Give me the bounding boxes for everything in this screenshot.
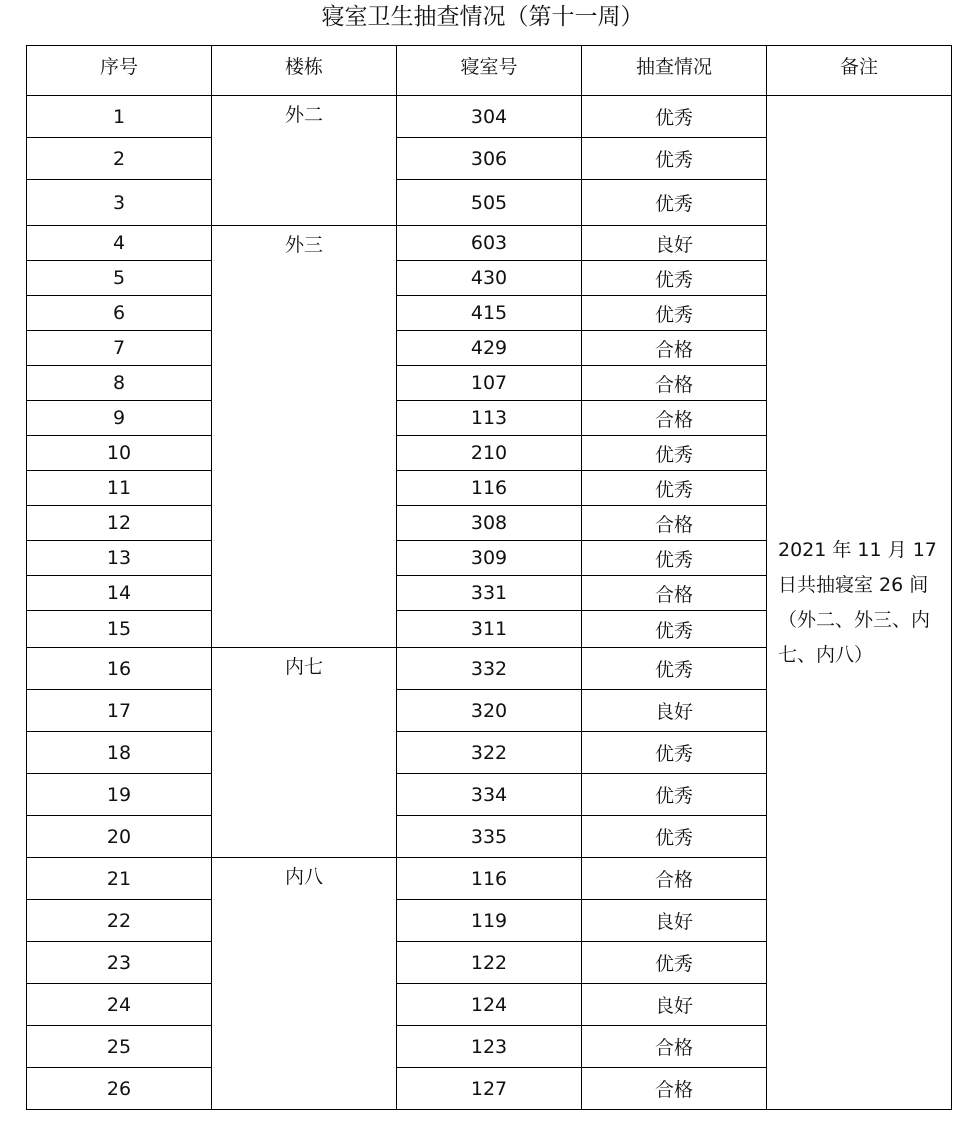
cell-room: 124 (397, 984, 582, 1026)
cell-room: 308 (397, 506, 582, 541)
header-cell: 备注 (767, 46, 952, 96)
cell-room: 429 (397, 331, 582, 366)
cell-room: 415 (397, 296, 582, 331)
cell-result: 合格 (582, 858, 767, 900)
header-cell: 楼栋 (212, 46, 397, 96)
cell-room: 119 (397, 900, 582, 942)
cell-number: 26 (27, 1068, 212, 1110)
cell-result: 优秀 (582, 541, 767, 576)
cell-number: 18 (27, 732, 212, 774)
header-cell: 序号 (27, 46, 212, 96)
cell-result: 优秀 (582, 648, 767, 690)
cell-number: 16 (27, 648, 212, 690)
cell-building: 外三 (212, 226, 397, 648)
table-row (27, 96, 952, 138)
page-title: 寝室卫生抽查情况（第十一周） (321, 4, 644, 30)
cell-building: 内八 (212, 858, 397, 1110)
cell-result: 合格 (582, 401, 767, 436)
cell-number: 11 (27, 471, 212, 506)
cell-room: 320 (397, 690, 582, 732)
cell-room: 116 (397, 471, 582, 506)
cell-number: 9 (27, 401, 212, 436)
cell-room: 309 (397, 541, 582, 576)
cell-number: 4 (27, 226, 212, 261)
cell-room: 306 (397, 138, 582, 180)
header-row (27, 46, 952, 96)
cell-number: 21 (27, 858, 212, 900)
cell-result: 优秀 (582, 816, 767, 858)
cell-room: 430 (397, 261, 582, 296)
header-cell: 寝室号 (397, 46, 582, 96)
cell-number: 1 (27, 96, 212, 138)
cell-number: 24 (27, 984, 212, 1026)
cell-room: 116 (397, 858, 582, 900)
cell-result: 良好 (582, 900, 767, 942)
cell-number: 7 (27, 331, 212, 366)
cell-result: 优秀 (582, 732, 767, 774)
cell-number: 10 (27, 436, 212, 471)
cell-result: 优秀 (582, 611, 767, 648)
cell-remark: 2021 年 11 月 17 日共抽寝室 26 间（外二、外三、内七、内八） (767, 96, 952, 1110)
cell-result: 优秀 (582, 138, 767, 180)
cell-room: 505 (397, 180, 582, 226)
cell-number: 6 (27, 296, 212, 331)
cell-room: 335 (397, 816, 582, 858)
cell-number: 15 (27, 611, 212, 648)
cell-room: 122 (397, 942, 582, 984)
cell-result: 良好 (582, 984, 767, 1026)
cell-result: 合格 (582, 506, 767, 541)
cell-result: 合格 (582, 1026, 767, 1068)
cell-number: 19 (27, 774, 212, 816)
cell-result: 优秀 (582, 942, 767, 984)
cell-result: 优秀 (582, 436, 767, 471)
cell-result: 合格 (582, 366, 767, 401)
cell-room: 331 (397, 576, 582, 611)
cell-result: 优秀 (582, 774, 767, 816)
cell-room: 210 (397, 436, 582, 471)
cell-room: 304 (397, 96, 582, 138)
cell-number: 17 (27, 690, 212, 732)
cell-room: 127 (397, 1068, 582, 1110)
cell-number: 5 (27, 261, 212, 296)
cell-building: 内七 (212, 648, 397, 858)
cell-result: 优秀 (582, 180, 767, 226)
cell-number: 13 (27, 541, 212, 576)
cell-result: 优秀 (582, 471, 767, 506)
cell-number: 25 (27, 1026, 212, 1068)
cell-result: 良好 (582, 226, 767, 261)
cell-number: 8 (27, 366, 212, 401)
cell-number: 20 (27, 816, 212, 858)
cell-room: 113 (397, 401, 582, 436)
cell-result: 合格 (582, 331, 767, 366)
cell-result: 优秀 (582, 96, 767, 138)
cell-number: 23 (27, 942, 212, 984)
inspection-table (26, 45, 952, 1110)
cell-result: 良好 (582, 690, 767, 732)
cell-room: 332 (397, 648, 582, 690)
cell-result: 优秀 (582, 261, 767, 296)
cell-number: 12 (27, 506, 212, 541)
cell-number: 22 (27, 900, 212, 942)
cell-room: 334 (397, 774, 582, 816)
cell-result: 合格 (582, 576, 767, 611)
header-cell: 抽查情况 (582, 46, 767, 96)
cell-room: 311 (397, 611, 582, 648)
cell-room: 322 (397, 732, 582, 774)
cell-result: 合格 (582, 1068, 767, 1110)
cell-number: 14 (27, 576, 212, 611)
cell-result: 优秀 (582, 296, 767, 331)
cell-number: 2 (27, 138, 212, 180)
cell-room: 603 (397, 226, 582, 261)
cell-room: 107 (397, 366, 582, 401)
cell-room: 123 (397, 1026, 582, 1068)
cell-number: 3 (27, 180, 212, 226)
cell-building: 外二 (212, 96, 397, 226)
